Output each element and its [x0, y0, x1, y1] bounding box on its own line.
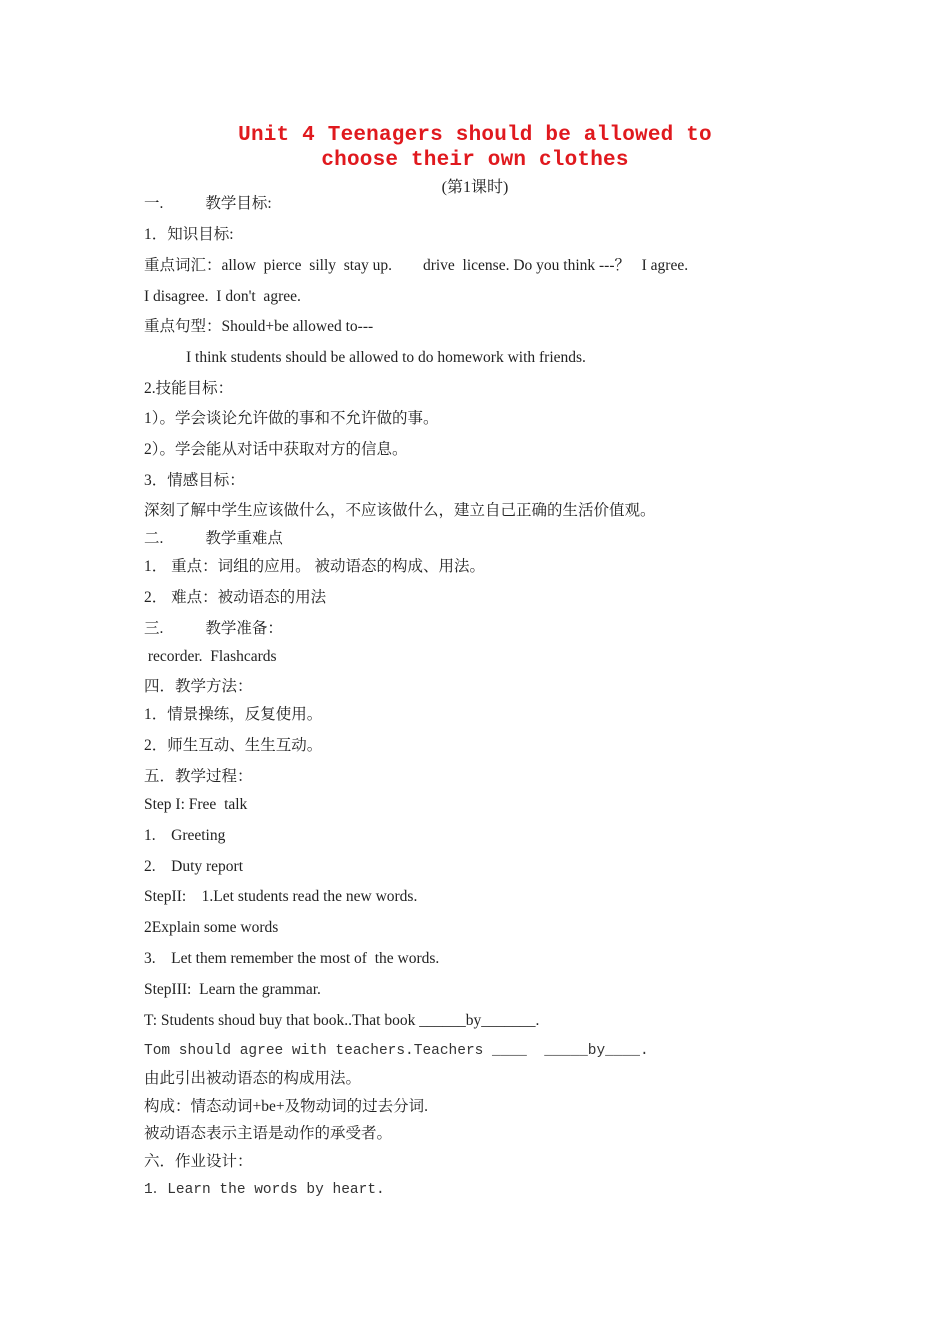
text-line: I think students should be allowed to do homework with friends. [186, 349, 586, 366]
text-line: 2. Duty report [144, 858, 244, 875]
text-line: 五．教学过程： [144, 768, 253, 785]
text-line: 1．知识目标: [144, 226, 234, 243]
text-line: 重点句型：Should+be allowed to--- [144, 318, 374, 335]
document-title-line2: choose their own clothes [321, 149, 629, 172]
text-line: 被动语态表示主语是动作的承受者。 [144, 1125, 393, 1142]
text-line: 2Explain some words [144, 919, 279, 936]
text-line: 2． 难点：被动语态的用法 [144, 589, 327, 606]
text-line: 1. Greeting [144, 827, 226, 844]
text-line: 1．Learn the words by heart. [144, 1182, 385, 1198]
section-label: 教学目标: [205, 195, 272, 212]
text-line: 由此引出被动语态的构成用法。 [144, 1070, 362, 1087]
text-line: StepIII: Learn the grammar. [144, 981, 321, 998]
text-line: 1．情景操练，反复使用。 [144, 706, 323, 723]
section-label: 教学重难点 [205, 530, 283, 547]
section-heading-preparation [144, 619, 283, 639]
section-heading-key-points [144, 529, 283, 549]
text-line: I disagree. I don't agree. [144, 288, 301, 305]
text-line: recorder. Flashcards [144, 648, 277, 665]
text-line: 3．情感目标： [144, 472, 245, 489]
text-line: Step I: Free talk [144, 796, 248, 813]
text-line: T: Students shoud buy that book..That book ______by_______. [144, 1012, 540, 1029]
text-line: 2）。学会能从对话中获取对方的信息。 [144, 441, 408, 458]
text-line: 3. Let them remember the most of the words. [144, 950, 440, 967]
text-line: StepII: 1.Let students read the new words. [144, 888, 418, 905]
text-line: 四．教学方法： [144, 678, 253, 695]
text-line: 构成：情态动词+be+及物动词的过去分词. [144, 1098, 428, 1115]
section-label: 教学准备： [205, 620, 283, 637]
text-line: 六．作业设计： [144, 1153, 253, 1170]
section-heading-objectives [144, 194, 272, 214]
section-number: 一. [144, 195, 164, 212]
document-title-line1: Unit 4 Teenagers should be allowed to [238, 124, 712, 147]
text-line: 深刻了解中学生应该做什么，不应该做什么，建立自己正确的生活价值观。 [144, 502, 656, 519]
text-line: 重点词汇：allow pierce silly stay up. drive license. Do you think ---？ I agree. [144, 257, 689, 274]
text-line: 1）。学会谈论允许做的事和不允许做的事。 [144, 410, 439, 427]
text-line: 2．师生互动、生生互动。 [144, 737, 323, 754]
lesson-number: (第1课时) [441, 179, 509, 196]
section-number: 二. [144, 530, 164, 547]
section-number: 三. [144, 620, 164, 637]
text-line: Tom should agree with teachers.Teachers ____ _____by____. [144, 1043, 649, 1059]
text-line: 1． 重点：词组的应用。 被动语态的构成、用法。 [144, 558, 486, 575]
text-line: 2.技能目标： [144, 380, 234, 397]
